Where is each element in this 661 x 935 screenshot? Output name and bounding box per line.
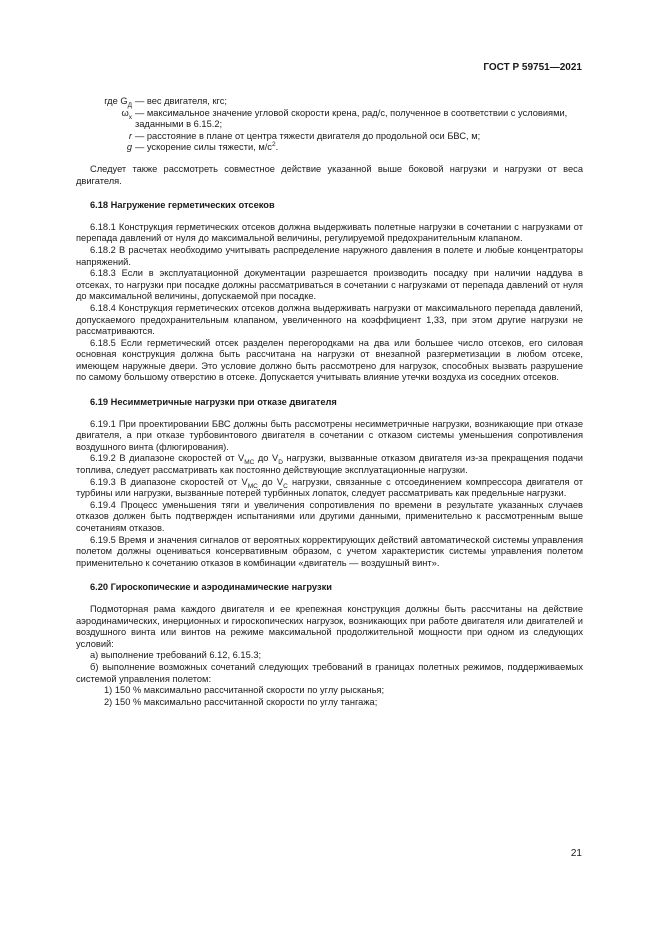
list-item-2: 2) 150 % максимально рассчитанной скорости по углу тангажа; [104,696,378,707]
legend-text-main: — ускорение силы тяжести, м/с [135,142,272,153]
legend-text: — расстояние в плане от центра тяжести двигателя до продольной оси БВС, м; [135,130,481,141]
legend-symbol-text: ω [121,107,129,118]
legend-text: — вес двигателя, кгс; [135,96,227,106]
paragraph: Следует также рассмотреть совместное действие указанной выше боковой нагрузки и нагрузки от веса двигателя. [76,163,583,186]
text-run: до V [257,476,284,487]
legend-symbol [76,108,135,131]
subscript: MC [247,482,258,490]
paragraph-6-19-2 [76,453,583,476]
text-run: нагрузки, вызванные отказом двигателя из-за прекращения подачи топлива, следует рассматривать как постоянно действующие эксплуатационные нагрузки. [76,453,583,476]
paragraph-6-19-1: 6.19.1 При проектировании БВС должны быть рассмотрены несимметричные нагрузки, возникающие при отказе двигателя, а при отказе турбовинтового двигателя в сочетании с отказом системы уменьшения сопротивления воздушного винта (флюгирования). [76,418,583,452]
text-run: 6.19.2 В диапазоне скоростей от V [90,453,245,464]
legend-symbol-text: g [126,142,132,153]
paragraph-6-20: Подмоторная рама каждого двигателя и ее крепежная конструкция должны быть рассчитаны на действие аэродинамических, инерционных и гироскопических нагрузок, возникающих при работе двигателя или двигателей и воздушного винта или винтов на режиме максимальной продолжительной мощности при одном из следующих условий: [76,603,583,649]
legend-symbol-sub: x [128,113,132,121]
subscript: C [283,482,288,490]
paragraph-6-18-3: 6.18.3 Если в эксплуатационной документации разрешается производить посадку при наличии наддува в отсеках, то нагрузки при посадке должны рассматриваться в сочетании с нагрузками от перепада давлений от нуля до максимальной величины, допускаемой при посадке. [76,268,583,302]
text-run: нагрузки, связанные с отсоединением компрессора двигателя от турбины или нагрузки, вызванные потерей турбинных лопаток, следует рассматривать как предельные нагрузки. [76,476,583,499]
document-id: ГОСТ Р 59751—2021 [483,62,582,73]
legend-text-tail: . [275,142,279,153]
legend-text-sup: 2 [271,141,276,149]
legend-symbol-text: r [128,130,132,141]
page-body [76,96,583,708]
list-item-a: а) выполнение требований 6.12, 6.15.3; [90,650,262,661]
page-number: 21 [570,848,582,859]
paragraph-6-19-5: 6.19.5 Время и значения сигналов от вероятных корректирующих действий автоматической системы управления полетом должны оцениваться консервативным образом, с учетом характеристик системы управления полетом применительно к сочетанию отказов в комбинации «двигатель — воздушный винт». [76,534,583,568]
text-run: до V [254,453,279,464]
list-item-b: б) выполнение возможных сочетаний следующих требований в границах полетных режимов, поддерживаемых системой управления полетом: [76,661,583,684]
paragraph-6-18-2: 6.18.2 В расчетах необходимо учитывать распределение наружного давления в полете и любые концентраторы напряжений. [76,244,583,267]
subscript: D [278,459,283,467]
section-heading-6-18: 6.18 Нагружение герметических отсеков [90,200,275,211]
list-item-1: 1) 150 % максимально рассчитанной скорости по углу рысканья; [104,685,385,696]
section-heading-6-20: 6.20 Гироскопические и аэродинамические нагрузки [90,582,332,593]
legend-symbol [76,131,135,143]
paragraph-6-18-1: 6.18.1 Конструкция герметических отсеков должна выдерживать полетные нагрузки в сочетании с нагрузками от перепада давлений от нуля до максимальной величины, регулируемой предохранительным клапаном. [76,221,583,244]
text-run: 6.19.3 В диапазоне скоростей от V [90,476,248,487]
paragraph-6-19-3 [76,477,583,500]
legend-text: — максимальное значение угловой скорости крена, рад/с, полученное в соответствии с условиями, заданными в 6.15.2; [135,107,568,130]
legend-symbol [76,96,135,108]
subscript: MC [244,459,255,467]
paragraph-6-18-5: 6.18.5 Если герметический отсек разделен перегородками на два или большее число отсеков, его силовая основная конструкция должна быть рассчитана на нагрузки от внезапной разгерметизации в любом отсеке, имеющем наружные двери. Это условие должно быть рассмотрено для нагрузок, способных вызвать разрушение по самому большому отверстию в отсеке. Допускается учитывать влияние утечки воздуха из соседних отсеков. [76,337,583,383]
section-heading-6-19: 6.19 Несимметричные нагрузки при отказе двигателя [90,397,337,408]
formula-legend [76,96,583,154]
paragraph-6-18-4: 6.18.4 Конструкция герметических отсеков должна выдерживать нагрузки от максимального перепада давлений, допускаемого предохранительным клапаном, увеличенного на коэффициент 1,33, при этом другие нагрузки не рассматриваются. [76,302,583,337]
legend-symbol-text: где G [104,96,128,106]
legend-text [135,142,583,154]
legend-symbol-sub: Д [127,101,132,109]
legend-symbol [76,142,135,154]
paragraph-6-19-4: 6.19.4 Процесс уменьшения тяги и увеличения сопротивления по времени в результате указанных случаев отказов должен быть подтвержден испытаниями или другими данными, применительно к рассмотренным выше сочетаниям отказов. [76,499,583,533]
